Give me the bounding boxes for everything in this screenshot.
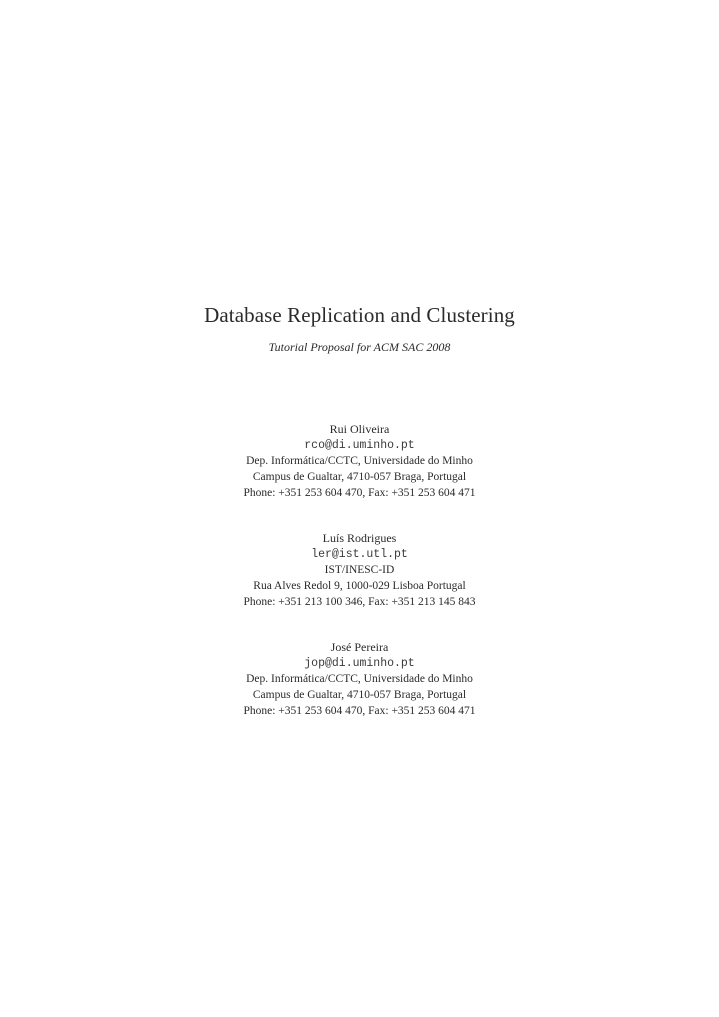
- author-name: Luís Rodrigues: [322, 531, 397, 545]
- author-address: Campus de Gualtar, 4710-057 Braga, Portugal: [252, 689, 467, 701]
- document-title: Database Replication and Clustering: [204, 303, 515, 327]
- author-email: jop@di.uminho.pt: [304, 657, 415, 670]
- author-contact: Phone: +351 213 100 346, Fax: +351 213 145 843: [243, 596, 476, 608]
- title-block: [0, 302, 719, 355]
- author-address: Rua Alves Redol 9, 1000-029 Lisboa Portugal: [253, 580, 466, 592]
- author-block-2: [0, 530, 719, 610]
- author-block-1: [0, 421, 719, 501]
- author-address: Campus de Gualtar, 4710-057 Braga, Portugal: [252, 471, 467, 483]
- author-affiliation: IST/INESC-ID: [324, 564, 395, 576]
- document-subtitle: Tutorial Proposal for ACM SAC 2008: [268, 340, 451, 354]
- author-contact: Phone: +351 253 604 470, Fax: +351 253 604 471: [243, 487, 476, 499]
- author-name: José Pereira: [330, 640, 389, 654]
- author-contact: Phone: +351 253 604 470, Fax: +351 253 604 471: [243, 705, 476, 717]
- author-affiliation: Dep. Informática/CCTC, Universidade do Minho: [246, 455, 473, 467]
- author-block-3: [0, 639, 719, 719]
- author-email: rco@di.uminho.pt: [304, 439, 415, 452]
- author-email: ler@ist.utl.pt: [311, 548, 408, 561]
- author-name: Rui Oliveira: [329, 422, 390, 436]
- author-affiliation: Dep. Informática/CCTC, Universidade do Minho: [246, 673, 473, 685]
